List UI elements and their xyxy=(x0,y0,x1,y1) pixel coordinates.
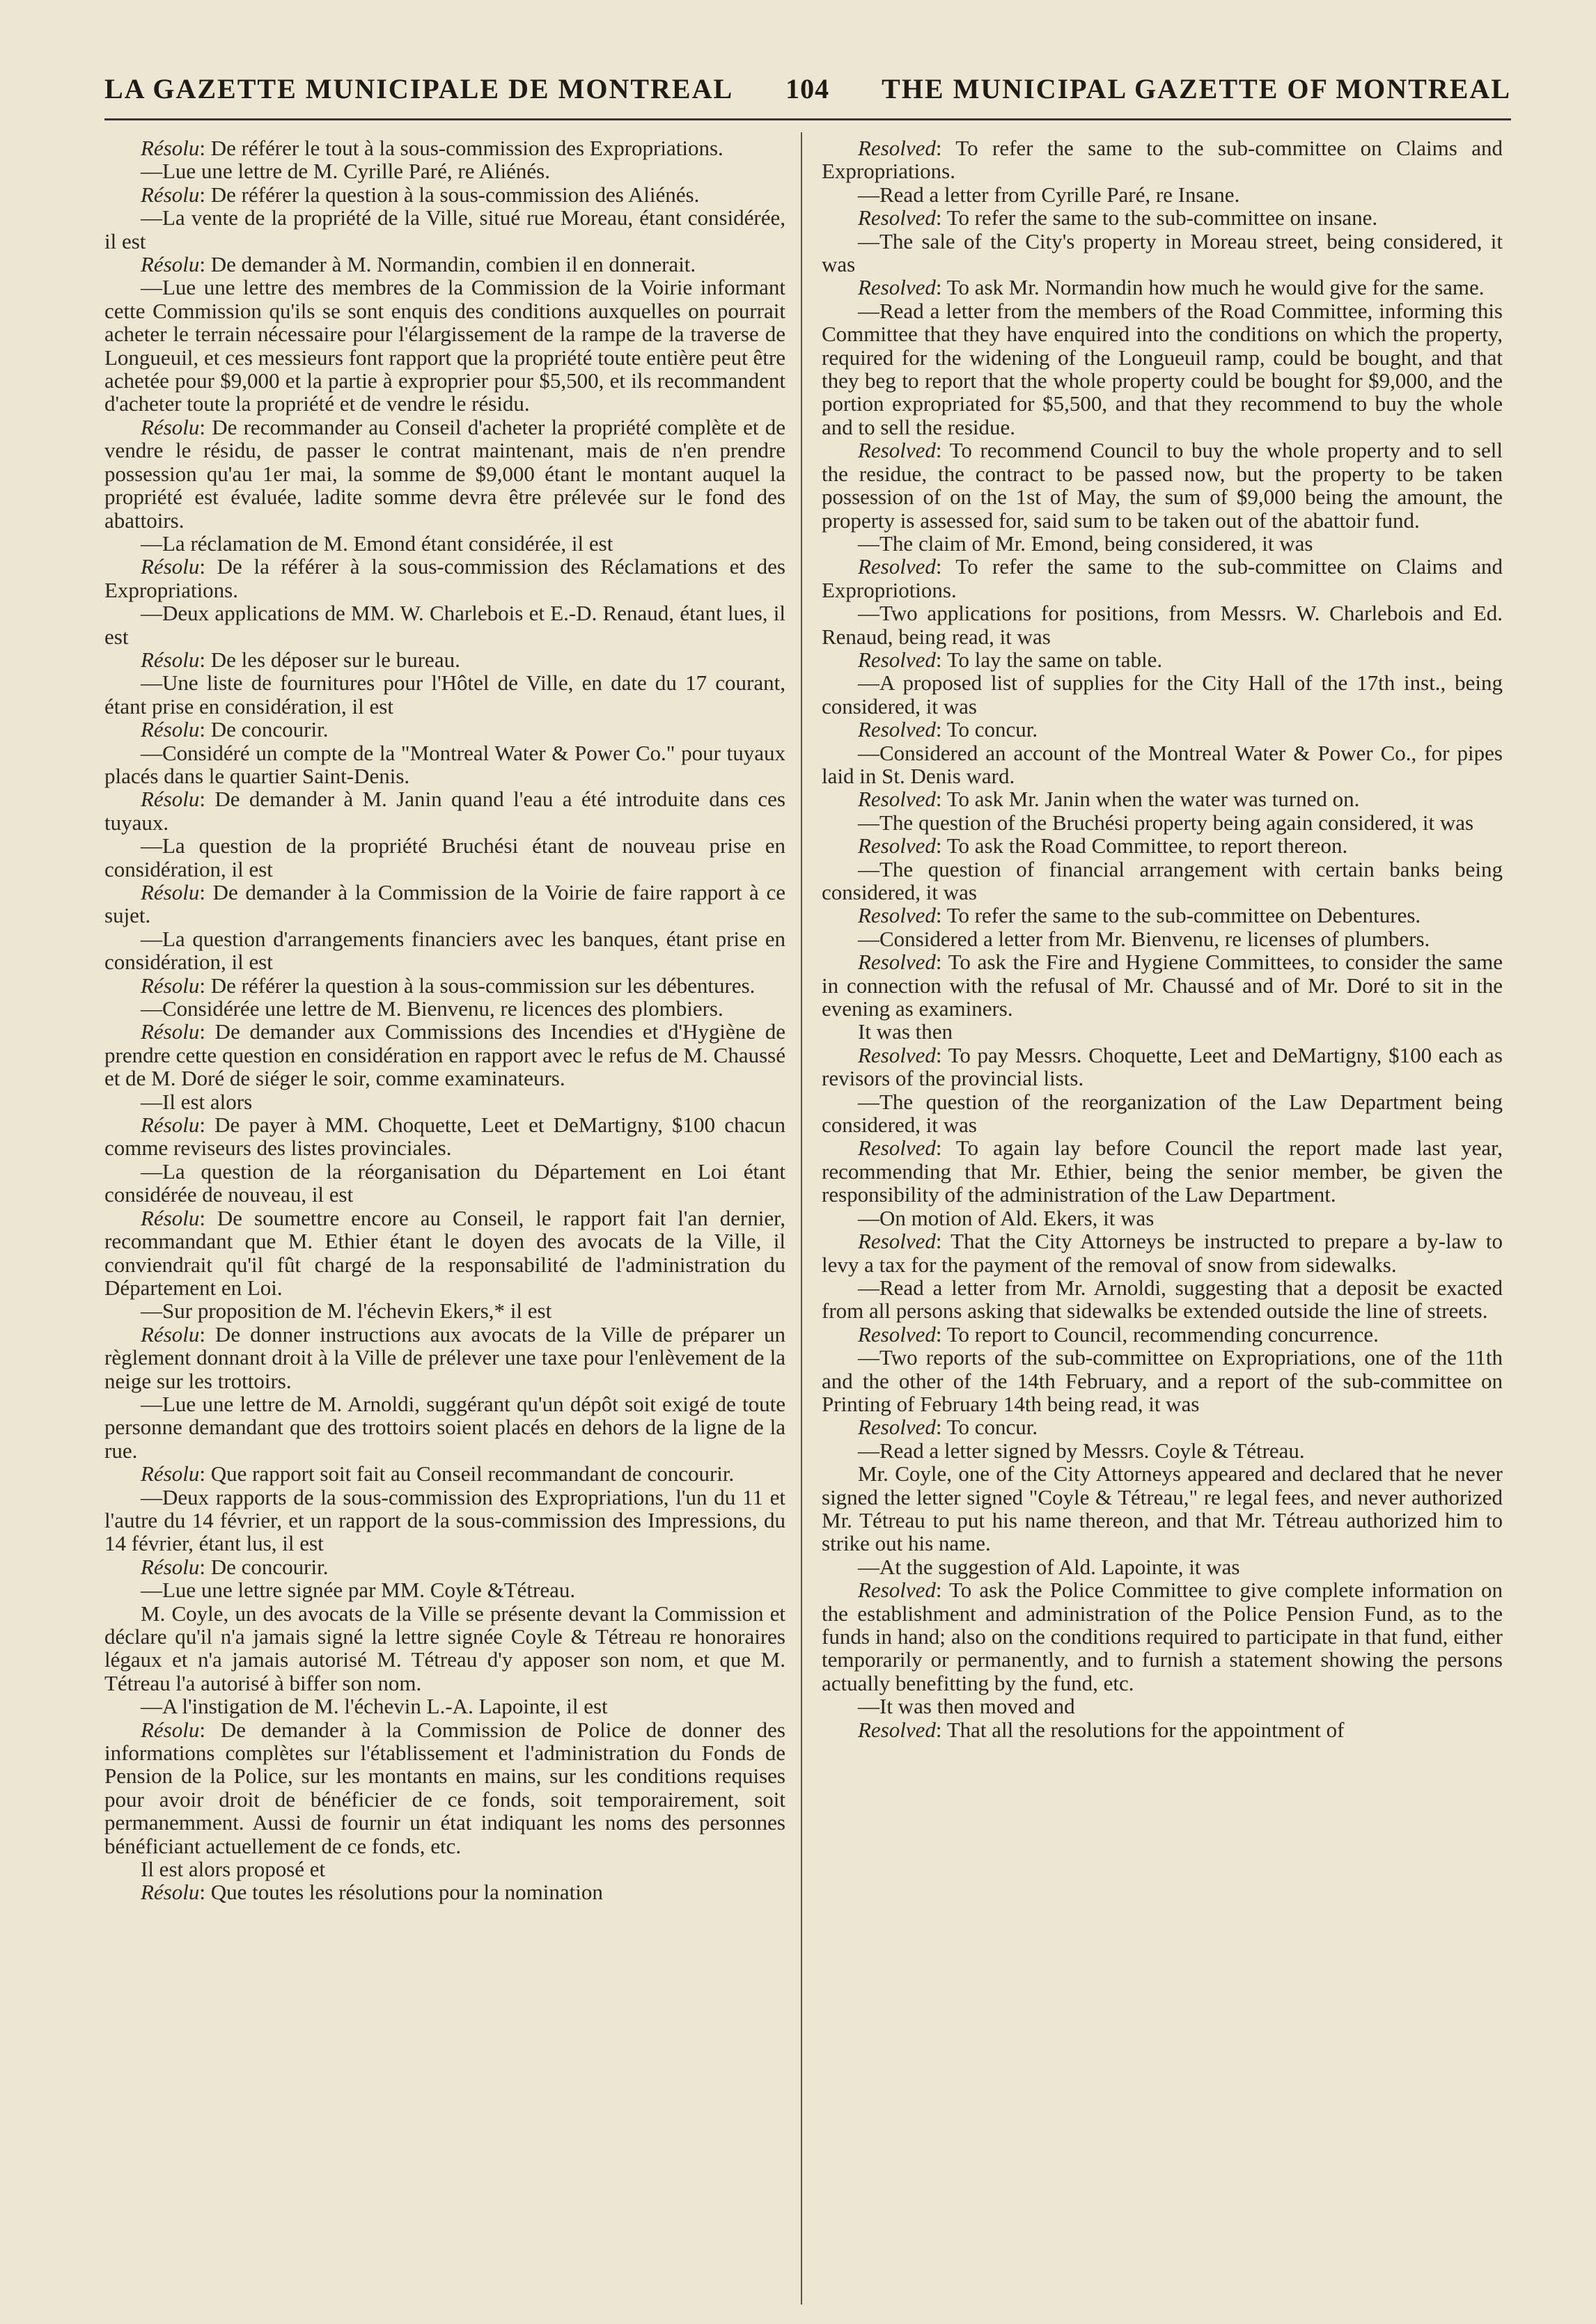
paragraph xyxy=(104,555,785,602)
paragraph-text: : To pay Messrs. Choquette, Leet and DeMartigny, $100 each as revisors of the provincial lists. xyxy=(822,1042,1503,1091)
resolution-lead: Résolu xyxy=(141,880,200,904)
paragraph xyxy=(822,950,1503,1020)
paragraph xyxy=(104,648,785,671)
paragraph xyxy=(822,787,1503,810)
paragraph xyxy=(822,1230,1503,1276)
resolution-lead: Résolu xyxy=(141,554,200,579)
resolution-lead: Resolved xyxy=(858,1578,936,1603)
header-french-title: LA GAZETTE MUNICIPALE DE MONTREAL xyxy=(104,72,734,104)
paragraph xyxy=(104,276,785,415)
paragraph-text: —A proposed list of supplies for the City Hall of the 17th inst., being considered, it was xyxy=(822,670,1503,719)
paragraph-text: : De demander à M. Janin quand l'eau a été introduite dans ces tuyaux. xyxy=(104,787,785,835)
resolution-lead: Résolu xyxy=(141,717,200,742)
paragraph xyxy=(822,136,1503,183)
paragraph-text: : To lay the same on table. xyxy=(935,647,1163,672)
paragraph xyxy=(104,1020,785,1090)
paragraph xyxy=(822,858,1503,904)
paragraph xyxy=(822,1346,1503,1415)
resolution-lead: Résolu xyxy=(141,182,200,207)
paragraph xyxy=(822,532,1503,555)
paragraph-text: : To ask the Police Committee to give complete information on the establishment and administration of the Police Pension Fund, as to the funds in hand; also on the conditions required to participate in that fund, either temporarily or permanently, and to furnish a statement showing the persons actually benefitting by the fund, etc. xyxy=(822,1578,1503,1695)
paragraph xyxy=(822,927,1503,950)
paragraph-text: —La question de la réorganisation du Département en Loi étant considérée de nouveau, il est xyxy=(104,1159,785,1207)
paragraph-text: —Deux applications de MM. W. Charlebois et E.-D. Renaud, étant lues, il est xyxy=(104,601,785,649)
paragraph xyxy=(104,1602,785,1695)
paragraph xyxy=(104,1160,785,1207)
paragraph-text: : To refer the same to the sub-committee on Claims and Expropriotions. xyxy=(822,554,1503,602)
paragraph-text: : To again lay before Council the report made last year, recommending that Mr. Ethier, being the senior member, be given the responsibility of the administration of the Law Department. xyxy=(822,1136,1503,1207)
paragraph xyxy=(104,974,785,997)
paragraph xyxy=(104,532,785,555)
resolution-lead: Résolu xyxy=(141,787,200,812)
resolution-lead: Resolved xyxy=(858,717,936,742)
paragraph xyxy=(104,741,785,788)
paragraph xyxy=(822,1462,1503,1555)
paragraph xyxy=(104,997,785,1020)
resolution-lead: Resolved xyxy=(858,787,936,812)
paragraph-text: : De référer la question à la sous-commission sur les débentures. xyxy=(199,973,756,998)
paragraph-text: : Que rapport soit fait au Conseil recommandant de concourir. xyxy=(199,1461,735,1486)
paragraph xyxy=(104,253,785,276)
resolution-lead: Resolved xyxy=(858,950,936,975)
paragraph-text: : De donner instructions aux avocats de la Ville de préparer un règlement donnant droit à la Ville de prélever une taxe pour l'enlèvement de la neige sur les trottoirs. xyxy=(104,1321,785,1393)
paragraph-text: —A l'instigation de M. l'échevin L.-A. Lapointe, il est xyxy=(141,1694,608,1719)
paragraph xyxy=(104,1323,785,1392)
paragraph-text: : De recommander au Conseil d'acheter la propriété complète et de vendre le résidu, de passer le contrat maintenant, mais de n'en prendre possession qu'au 1er mai, la somme de $9,000 étant le montant auquel la propriété est évaluée, ladite somme devra être prélevée sur le fond des abattoirs. xyxy=(104,414,785,533)
resolution-lead: Resolved xyxy=(858,205,936,230)
page-number: 104 xyxy=(785,72,830,104)
resolution-lead: Résolu xyxy=(141,1321,200,1346)
paragraph xyxy=(822,648,1503,671)
paragraph xyxy=(822,276,1503,299)
resolution-lead: Resolved xyxy=(858,1321,936,1346)
resolution-lead: Résolu xyxy=(141,1717,200,1742)
paragraph-text: —Read a letter from the members of the Road Committee, informing this Committee that they have enquired into the conditions on which the property, required for the widening of the Longueuil ramp, could be bought, and that they beg to report that the whole property could be bought for $9,000, and the portion expropriated for $5,500, and that they recommend to buy the whole and to sell the residue. xyxy=(822,298,1503,439)
paragraph-text: —Lue une lettre de M. Cyrille Paré, re Aliénés. xyxy=(141,159,550,184)
paragraph xyxy=(104,1090,785,1113)
paragraph-text: —Two reports of the sub-committee on Expropriations, one of the 11th and the other of the 14th February, and a report of the sub-committee on Printing of February 14th being read, it was xyxy=(822,1345,1503,1416)
paragraph-text: —La vente de la propriété de la Ville, situé rue Moreau, étant considérée, il est xyxy=(104,205,785,253)
paragraph-text: Il est alors proposé et xyxy=(141,1857,326,1882)
paragraph-text: —Sur proposition de M. l'échevin Ekers,* il est xyxy=(141,1298,552,1324)
resolution-lead: Resolved xyxy=(858,1415,936,1440)
paragraph-text: —The question of financial arrangement with certain banks being considered, it was xyxy=(822,856,1503,904)
paragraph xyxy=(104,602,785,648)
paragraph-text: —La question de la propriété Bruchési étant de nouveau prise en considération, il est xyxy=(104,833,785,881)
paragraph-text: —Lue une lettre signée par MM. Coyle &Tétreau. xyxy=(141,1578,576,1603)
paragraph xyxy=(822,1578,1503,1695)
paragraph-text: —Lue une lettre des membres de la Commission de la Voirie informant cette Commission qu'ils se sont enquis des conditions auxquelles on pourrait acheter le terrain nécessaire pour l'élargissement de la rampe de la traverse de Longueuil, et ces messieurs font rapport que la propriété toute entière peut être achetée pour $9,000 et la partie à exproprier pour $5,500, et ils recommandent d'acheter toute la propriété et de vendre le résidu. xyxy=(104,275,785,416)
resolution-lead: Resolved xyxy=(858,1136,936,1161)
paragraph-text: —On motion of Ald. Ekers, it was xyxy=(858,1205,1155,1230)
paragraph xyxy=(104,1299,785,1322)
paragraph-text: M. Coyle, un des avocats de la Ville se présente devant la Commission et déclare qu'il n'a jamais signé la lettre signée Coyle & Tétreau re honoraires légaux et n'a jamais autorisé M. Tétreau d'y apposer son nom, et que M. Tétreau l'a autorisé à biffer son nom. xyxy=(104,1601,785,1695)
paragraph-text: : To concur. xyxy=(935,717,1038,742)
paragraph xyxy=(822,904,1503,927)
paragraph xyxy=(822,741,1503,788)
paragraph xyxy=(822,1044,1503,1090)
paragraph-text: —Lue une lettre de M. Arnoldi, suggérant qu'un dépôt soit exigé de toute personne demandant que des trottoirs soient placés en dehors de la ligne de la rue. xyxy=(104,1391,785,1463)
paragraph xyxy=(822,1020,1503,1043)
english-column xyxy=(822,136,1503,1741)
paragraph xyxy=(822,1090,1503,1137)
paragraph xyxy=(104,136,785,159)
paragraph-text: : To refer the same to the sub-committee on Claims and Expropriations. xyxy=(822,136,1503,184)
column-divider xyxy=(801,132,802,2305)
paragraph-text: : De demander à M. Normandin, combien il en donnerait. xyxy=(199,252,696,277)
paragraph xyxy=(822,1136,1503,1206)
paragraph xyxy=(104,1881,785,1903)
paragraph-text: : To concur. xyxy=(935,1415,1038,1440)
paragraph xyxy=(104,834,785,881)
paragraph-text: : De soumettre encore au Conseil, le rapport fait l'an dernier, recommandant que M. Ethier étant le doyen des avocats de la Ville, il conviendrait qu'il fût chargé de la responsabilité de l'administration du Département en Loi. xyxy=(104,1205,785,1300)
paragraph-text: —Considered a letter from Mr. Bienvenu, re licenses of plumbers. xyxy=(858,926,1430,951)
paragraph xyxy=(104,416,785,532)
header-rule xyxy=(104,118,1511,120)
paragraph xyxy=(104,787,785,834)
paragraph-text: —Il est alors xyxy=(141,1089,253,1114)
paragraph-text: : De les déposer sur le bureau. xyxy=(199,647,460,672)
paragraph-text: —Considérée une lettre de M. Bienvenu, re licences des plombiers. xyxy=(141,996,723,1021)
resolution-lead: Resolved xyxy=(858,1042,936,1067)
paragraph xyxy=(822,230,1503,276)
paragraph xyxy=(104,671,785,718)
resolution-lead: Résolu xyxy=(141,136,200,160)
paragraph-text: —Read a letter from Cyrille Paré, re Insane. xyxy=(858,182,1240,207)
paragraph-text: —The question of the Bruchési property being again considered, it was xyxy=(858,810,1474,835)
paragraph xyxy=(104,159,785,182)
paragraph xyxy=(822,439,1503,532)
paragraph-text: —Considéré un compte de la "Montreal Water & Power Co." pour tuyaux placés dans le quartier Saint-Denis. xyxy=(104,740,785,788)
paragraph-text: : To recommend Council to buy the whole property and to sell the residue, the contract to be passed now, but the property to be taken possession of on the 1st of May, the sum of $9,000 being the amount, the property is assessed for, said sum to be taken out of the abattoir fund. xyxy=(822,438,1503,533)
paragraph xyxy=(104,718,785,741)
paragraph xyxy=(104,881,785,927)
paragraph-text: —Read a letter from Mr. Arnoldi, suggesting that a deposit be exacted from all persons asking that sidewalks be extended outside the line of streets. xyxy=(822,1275,1503,1324)
paragraph-text: : To report to Council, recommending concurrence. xyxy=(935,1321,1379,1346)
paragraph-text: —Deux rapports de la sous-commission des Expropriations, l'un du 11 et l'autre du 14 février, et un rapport de la sous-commission des Impressions, du 14 février, étant lus, il est xyxy=(104,1484,785,1556)
resolution-lead: Résolu xyxy=(141,1880,200,1905)
paragraph-text: : That the City Attorneys be instructed to prepare a by-law to levy a tax for the payment of the removal of snow from sidewalks. xyxy=(822,1229,1503,1277)
paragraph xyxy=(822,1207,1503,1230)
paragraph xyxy=(104,1578,785,1601)
resolution-lead: Résolu xyxy=(141,973,200,998)
resolution-lead: Résolu xyxy=(141,252,200,277)
paragraph-text: : To ask the Fire and Hygiene Committees, to consider the same in connection with the refusal of Mr. Chaussé and of Mr. Doré to sit in the evening as examiners. xyxy=(822,950,1503,1021)
paragraph-text: : De demander à la Commission de Police de donner des informations complètes sur l'établissement et l'administration du Fonds de Pension de la Police, sur les montants en mains, sur les conditions requises pour avoir droit de bénéficier de ce fonds, soit temporairement, soit permanemment. Aussi de fournir un état indiquant les noms des personnes bénéficiant actuellement de ce fonds, etc. xyxy=(104,1717,785,1858)
resolution-lead: Résolu xyxy=(141,1461,200,1486)
resolution-lead: Resolved xyxy=(858,833,936,858)
paragraph xyxy=(822,1323,1503,1346)
resolution-lead: Resolved xyxy=(858,1717,936,1742)
paragraph-text: —Une liste de fournitures pour l'Hôtel de Ville, en date du 17 courant, étant prise en considération, il est xyxy=(104,670,785,719)
paragraph xyxy=(822,299,1503,439)
paragraph-text: —Two applications for positions, from Messrs. W. Charlebois and Ed. Renaud, being read, it was xyxy=(822,601,1503,649)
paragraph xyxy=(822,1555,1503,1578)
paragraph xyxy=(822,555,1503,602)
paragraph-text: : De concourir. xyxy=(199,717,329,742)
paragraph-text: —At the suggestion of Ald. Lapointe, it was xyxy=(858,1554,1240,1579)
paragraph-text: —Read a letter signed by Messrs. Coyle & Tétreau. xyxy=(858,1438,1305,1463)
paragraph-text: : To ask Mr. Janin when the water was turned on. xyxy=(935,787,1360,812)
paragraph-text: : To refer the same to the sub-committee on Debentures. xyxy=(935,903,1421,928)
paragraph xyxy=(822,1276,1503,1323)
paragraph-text: : Que toutes les résolutions pour la nomination xyxy=(199,1880,603,1905)
paragraph xyxy=(822,602,1503,648)
paragraph xyxy=(104,1858,785,1881)
paragraph xyxy=(822,1415,1503,1438)
paragraph xyxy=(822,183,1503,206)
paragraph-text: Mr. Coyle, one of the City Attorneys appeared and declared that he never signed the letter signed "Coyle & Tétreau," re legal fees, and never authorized Mr. Tétreau to put his name thereon, and that Mr. Tétreau authorized him to strike out his name. xyxy=(822,1461,1503,1556)
resolution-lead: Résolu xyxy=(141,1205,200,1230)
paragraph-text: —The question of the reorganization of the Law Department being considered, it was xyxy=(822,1089,1503,1138)
resolution-lead: Resolved xyxy=(858,1229,936,1254)
paragraph xyxy=(104,183,785,206)
running-header xyxy=(104,64,1511,113)
paragraph-text: : De demander à la Commission de la Voirie de faire rapport à ce sujet. xyxy=(104,880,785,928)
paragraph xyxy=(104,1695,785,1718)
paragraph xyxy=(822,811,1503,834)
paragraph xyxy=(822,1718,1503,1741)
paragraph-text: —The claim of Mr. Emond, being considered, it was xyxy=(858,531,1313,556)
resolution-lead: Resolved xyxy=(858,136,936,160)
paragraph-text: : De demander aux Commissions des Incendies et d'Hygiène de prendre cette question en considération en rapport avec le refus de M. Chaussé et de M. Doré de siéger le soir, comme examinateurs. xyxy=(104,1019,785,1091)
paragraph xyxy=(822,671,1503,718)
paragraph xyxy=(104,1555,785,1578)
resolution-lead: Resolved xyxy=(858,903,936,928)
paragraph-text: —La réclamation de M. Emond étant considérée, il est xyxy=(141,531,613,556)
paragraph-text: : De référer la question à la sous-commission des Aliénés. xyxy=(199,182,700,207)
resolution-lead: Resolved xyxy=(858,554,936,579)
header-english-title: THE MUNICIPAL GAZETTE OF MONTREAL xyxy=(882,72,1511,104)
resolution-lead: Résolu xyxy=(141,414,200,439)
paragraph xyxy=(822,206,1503,229)
resolution-lead: Résolu xyxy=(141,1019,200,1044)
paragraph-text: : That all the resolutions for the appointment of xyxy=(935,1717,1345,1742)
paragraph xyxy=(104,1113,785,1160)
paragraph-text: : De la référer à la sous-commission des Réclamations et des Expropriations. xyxy=(104,554,785,602)
french-column xyxy=(104,136,785,1904)
paragraph-text: —Considered an account of the Montreal Water & Power Co., for pipes laid in St. Denis ward. xyxy=(822,740,1503,788)
resolution-lead: Resolved xyxy=(858,438,936,463)
paragraph xyxy=(104,1462,785,1485)
resolution-lead: Resolved xyxy=(858,275,936,300)
paragraph-text: : De concourir. xyxy=(199,1554,329,1579)
resolution-lead: Résolu xyxy=(141,1113,200,1138)
paragraph xyxy=(104,1392,785,1462)
paragraph xyxy=(104,1207,785,1300)
paragraph-text: : To ask Mr. Normandin how much he would give for the same. xyxy=(935,275,1485,300)
paragraph xyxy=(822,1439,1503,1462)
paragraph-text: —La question d'arrangements financiers avec les banques, étant prise en considération, il est xyxy=(104,926,785,975)
paragraph xyxy=(822,1695,1503,1718)
resolution-lead: Résolu xyxy=(141,647,200,672)
paragraph-text: —It was then moved and xyxy=(858,1694,1075,1719)
paragraph xyxy=(104,927,785,974)
paragraph-text: : To ask the Road Committee, to report thereon. xyxy=(935,833,1348,858)
paragraph-text: It was then xyxy=(858,1019,953,1044)
paragraph xyxy=(104,1718,785,1858)
resolution-lead: Resolved xyxy=(858,647,936,672)
paragraph-text: : De référer le tout à la sous-commission des Expropriations. xyxy=(199,136,723,160)
paragraph-text: : De payer à MM. Choquette, Leet et DeMartigny, $100 chacun comme reviseurs des listes provinciales. xyxy=(104,1113,785,1161)
paragraph xyxy=(104,1486,785,1555)
paragraph-text: : To refer the same to the sub-committee on insane. xyxy=(935,205,1378,230)
paragraph xyxy=(822,834,1503,857)
resolution-lead: Résolu xyxy=(141,1554,200,1579)
paragraph xyxy=(822,718,1503,741)
paragraph xyxy=(104,206,785,253)
paragraph-text: —The sale of the City's property in Moreau street, being considered, it was xyxy=(822,228,1503,277)
